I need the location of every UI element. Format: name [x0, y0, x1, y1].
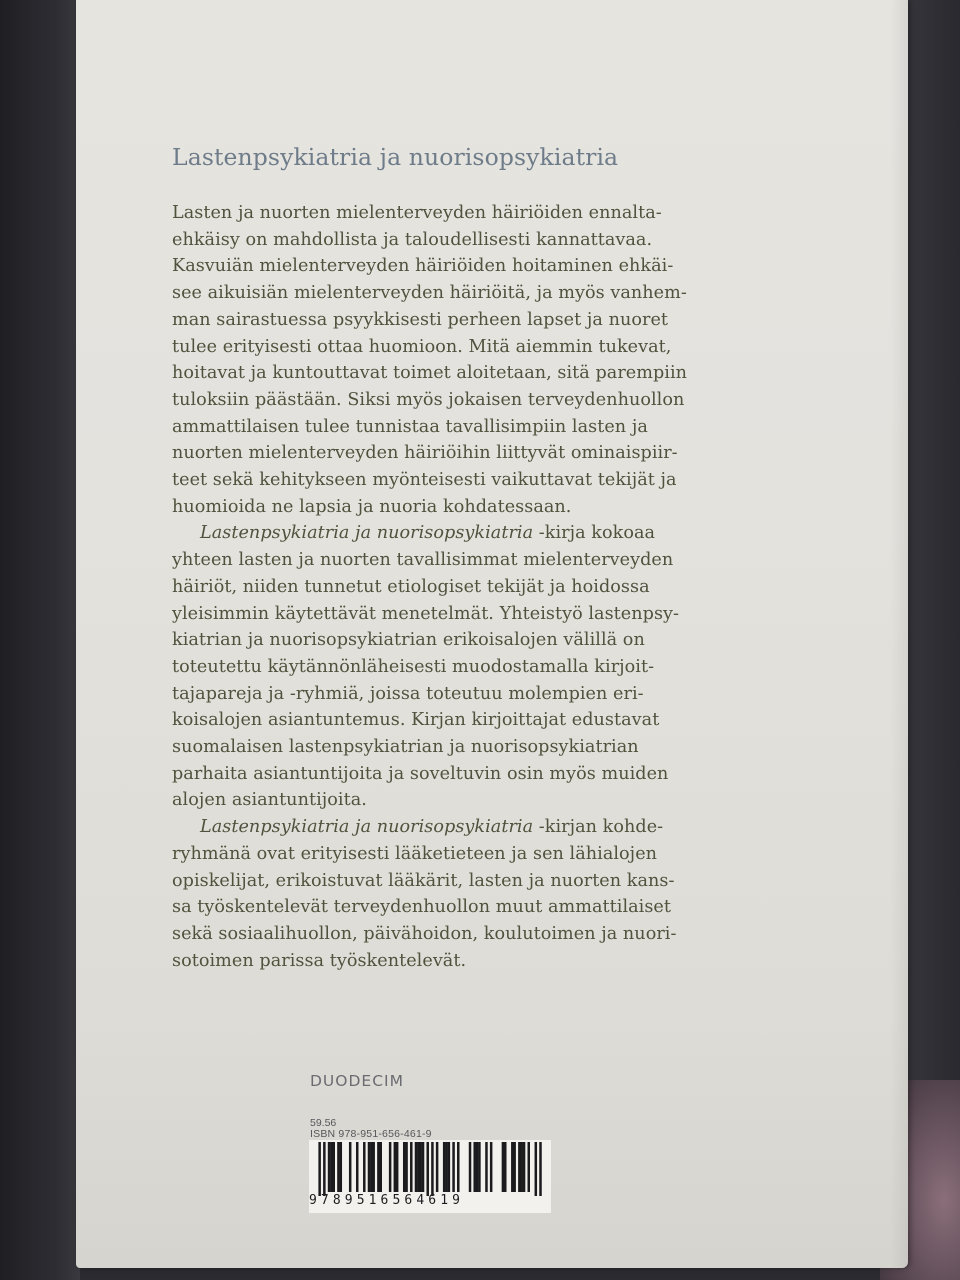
barcode-bar — [368, 1142, 371, 1192]
book-back-cover — [76, 0, 908, 1268]
barcode-bar — [370, 1142, 373, 1192]
barcode-bar — [396, 1142, 399, 1192]
text-line — [172, 280, 772, 307]
text-line-content: -kirja kokoaa — [533, 523, 656, 544]
barcode-bar — [478, 1142, 481, 1192]
text-line — [172, 494, 772, 521]
barcode-bar — [539, 1142, 542, 1196]
background-left — [0, 0, 80, 1280]
text-line — [172, 520, 772, 547]
barcode-bar — [419, 1142, 422, 1192]
text-line — [172, 654, 772, 681]
barcode-bar — [372, 1142, 375, 1192]
text-line-content: ehkäisy on mahdollista ja taloudellisesti kannattavaa. — [172, 229, 653, 250]
barcode-bar — [473, 1142, 476, 1192]
barcode-bar — [448, 1142, 451, 1192]
barcode-bar — [431, 1142, 434, 1196]
text-line-content: hoitavat ja kuntouttavat toimet aloitetaan, sitä parempiin — [172, 363, 688, 384]
text-line-content: kiatrian ja nuorisopsykiatrian erikoisalojen välillä on — [172, 630, 645, 651]
barcode-bar — [394, 1142, 397, 1192]
text-line-content: tulee erityisesti ottaa huomioon. Mitä aiemmin tukevat, — [172, 336, 672, 357]
barcode-bar — [349, 1142, 352, 1192]
barcode-bar — [328, 1142, 331, 1192]
barcode-bar — [330, 1142, 333, 1192]
barcode-bar — [405, 1142, 408, 1192]
barcode-bar — [485, 1142, 488, 1192]
text-line-content: toteutettu käytännönläheisesti muodostamalla kirjoit- — [172, 656, 655, 677]
text-line — [172, 387, 772, 414]
barcode-bar — [415, 1142, 418, 1192]
text-line-content: häiriöt, niiden tunnetut etiologiset tekijät ja hoidossa — [172, 576, 650, 597]
barcode-bar — [490, 1142, 493, 1192]
barcode-bar — [528, 1142, 531, 1192]
text-line — [172, 761, 772, 788]
text-line-content: sekä sosiaalihuollon, päivähoidon, koulutoimen ja nuori- — [172, 923, 677, 944]
text-line — [172, 307, 772, 334]
text-line — [172, 921, 772, 948]
barcode-bar — [513, 1142, 516, 1192]
text-line-content: see aikuisiän mielenterveyden häiriöitä, ja myös vanhem- — [172, 283, 687, 304]
book-title-italic: Lastenpsykiatria ja nuorisopsykiatria — [200, 523, 534, 544]
book-title-italic: Lastenpsykiatria ja nuorisopsykiatria — [200, 817, 534, 838]
text-line-content: ammattilaisen tulee tunnistaa tavallisimpiin lasten ja — [172, 416, 648, 437]
text-line — [172, 414, 772, 441]
barcode-bar — [502, 1142, 505, 1192]
isbn-text: ISBN 978-951-656-461-9 — [310, 1128, 432, 1140]
barcode-bar — [452, 1142, 455, 1192]
barcode-bar — [476, 1142, 479, 1192]
text-line-content: yleisimmin käytettävät menetelmät. Yhteistyö lastenpsy- — [172, 603, 680, 624]
book-title: Lastenpsykiatria ja nuorisopsykiatria — [172, 143, 619, 171]
barcode-bar — [518, 1142, 521, 1192]
barcode-bar — [511, 1142, 514, 1192]
text-line-content: tuloksiin päästään. Siksi myös jokaisen terveydenhuollon — [172, 389, 685, 410]
text-line — [172, 681, 772, 708]
text-line — [172, 787, 772, 814]
publisher-logo: DUODECIM — [310, 1072, 404, 1090]
text-line-content: sotoimen parissa työskentelevät. — [172, 950, 467, 971]
barcode-bar — [410, 1142, 413, 1192]
barcode-bar — [389, 1142, 392, 1192]
barcode-bar — [403, 1142, 406, 1192]
barcode-bar — [426, 1142, 429, 1196]
barcode-bar — [422, 1142, 425, 1192]
barcode-bar — [363, 1142, 366, 1192]
text-line — [172, 814, 772, 841]
barcode-bar — [445, 1142, 448, 1192]
barcode-bar — [504, 1142, 507, 1192]
text-line — [172, 467, 772, 494]
text-line-content: ryhmänä ovat erityisesti lääketieteen ja sen lähialojen — [172, 843, 658, 864]
text-line — [172, 627, 772, 654]
classification-code: 59.56 — [310, 1117, 337, 1129]
text-line — [172, 894, 772, 921]
text-line — [172, 200, 772, 227]
text-line-content: parhaita asiantuntijoita ja soveltuvin osin myös muiden — [172, 763, 669, 784]
barcode-bar — [333, 1142, 336, 1192]
text-line — [172, 440, 772, 467]
barcode-bar — [318, 1142, 321, 1196]
barcode-bar — [436, 1142, 439, 1192]
text-line — [172, 707, 772, 734]
barcode-bar — [340, 1142, 343, 1192]
text-line-content: yhteen lasten ja nuorten tavallisimmat mielenterveyden — [172, 550, 674, 571]
text-line — [172, 253, 772, 280]
text-line — [172, 547, 772, 574]
text-line-content: Kasvuiän mielenterveyden häiriöiden hoitaminen ehkäi- — [172, 256, 674, 277]
text-line-content: -kirjan kohde- — [533, 817, 664, 838]
barcode-bar — [323, 1142, 326, 1196]
barcode-bar — [520, 1142, 523, 1192]
text-line-content: Lasten ja nuorten mielenterveyden häiriöiden ennalta- — [172, 203, 662, 223]
barcode-bar — [379, 1142, 382, 1192]
barcode-bar — [377, 1142, 380, 1192]
text-line-content: nuorten mielenterveyden häiriöihin liittyvät ominaispiir- — [172, 443, 678, 464]
barcode-bar — [535, 1142, 538, 1196]
text-line-content: sa työskentelevät terveydenhuollon muut ammattilaiset — [172, 897, 671, 918]
barcode-bar — [417, 1142, 420, 1192]
barcode-bar — [523, 1142, 526, 1192]
text-line-content: alojen asiantuntijoita. — [172, 790, 367, 811]
barcode-bar — [443, 1142, 446, 1192]
text-line-content: teet sekä kehitykseen myönteisesti vaikuttavat tekijät ja — [172, 470, 677, 491]
text-line-content: huomioida ne lapsia ja nuoria kohdatessaan. — [172, 496, 572, 517]
text-line — [172, 948, 772, 975]
text-line-content: koisalojen asiantuntemus. Kirjan kirjoittajat edustavat — [172, 710, 660, 731]
text-line — [172, 601, 772, 628]
text-line-content: suomalaisen lastenpsykiatrian ja nuorisopsykiatrian — [172, 737, 639, 758]
text-line — [172, 227, 772, 254]
barcode-bar — [337, 1142, 340, 1192]
barcode-bar — [356, 1142, 359, 1192]
barcode-bars — [309, 1140, 551, 1196]
barcode-bar — [457, 1142, 460, 1192]
cover-edge-shadow — [890, 0, 908, 1268]
text-line — [172, 360, 772, 387]
barcode-bar — [469, 1142, 472, 1192]
text-line-content: man sairastuessa psyykkisesti perheen lapset ja nuoret — [172, 309, 669, 330]
text-line — [172, 841, 772, 868]
text-line — [172, 334, 772, 361]
blurb-text — [172, 200, 772, 974]
barcode-digits: 9789516564619 — [309, 1193, 465, 1208]
text-line — [172, 868, 772, 895]
text-line-content: tajapareja ja -ryhmiä, joissa toteutuu molempien eri- — [172, 683, 644, 704]
text-line — [172, 734, 772, 761]
text-line-content: opiskelijat, erikoistuvat lääkärit, lasten ja nuorten kans- — [172, 870, 675, 891]
text-line — [172, 574, 772, 601]
